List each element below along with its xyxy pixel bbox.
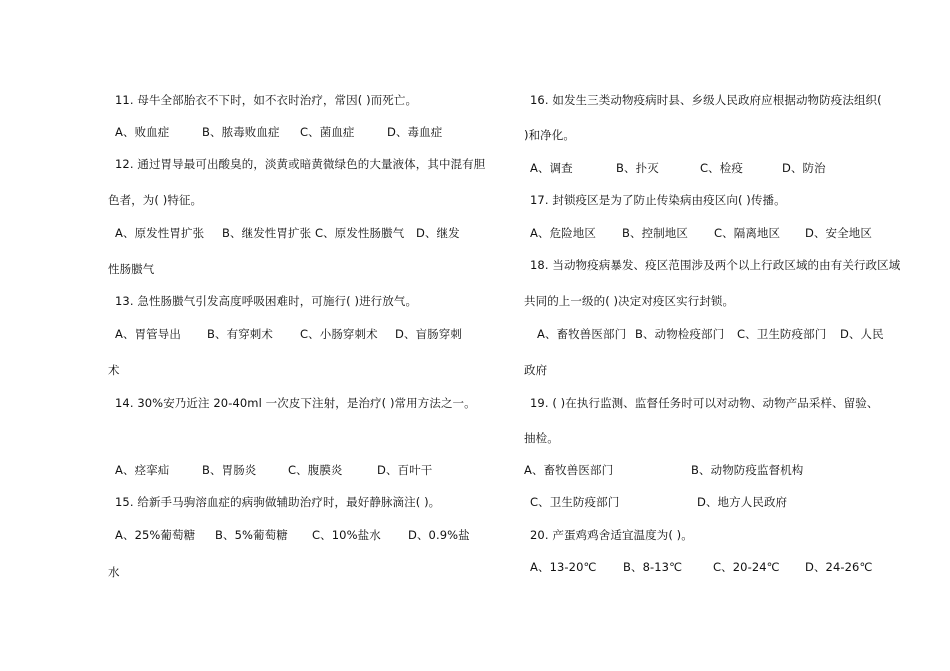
- q17-option-a: A、危险地区: [530, 226, 596, 240]
- q19-option-a: A、畜牧兽医部门: [524, 463, 614, 477]
- q19-stem-line2: 抽检。: [524, 431, 559, 445]
- q16-stem-line2: )和净化。: [524, 128, 575, 142]
- q18-stem-line1: 18. 当动物疫病暴发、疫区范围涉及两个以上行政区域的由有关行政区域: [530, 258, 901, 272]
- q17-option-b: B、控制地区: [622, 226, 688, 240]
- q13-option-d-continued: 术: [108, 363, 120, 377]
- q17-stem: 17. 封锁疫区是为了防止传染病由疫区向( )传播。: [530, 193, 786, 207]
- q15-option-d: D、0.9%盐: [408, 528, 470, 542]
- q12-stem-line2: 色者，为( )特征。: [108, 193, 203, 207]
- q11-option-c: C、菌血症: [300, 125, 355, 139]
- q20-option-c: C、20-24℃: [713, 560, 780, 574]
- q14-option-a: A、痉挛疝: [115, 463, 170, 477]
- q18-option-b: B、动物检疫部门: [635, 327, 725, 341]
- q20-option-d: D、24-26℃: [805, 560, 873, 574]
- q14-stem: 14. 30%安乃近注 20-40ml 一次皮下注射，是治疗( )常用方法之一。: [115, 396, 476, 410]
- q13-option-b: B、有穿刺术: [207, 327, 273, 341]
- q16-option-d: D、防治: [782, 161, 826, 175]
- q15-stem: 15. 给新手马驹溶血症的病驹做辅助治疗时，最好静脉滴注( )。: [115, 495, 441, 509]
- q12-stem-line1: 12. 通过胃导最可出酸臭的，淡黄或暗黄微绿色的大量液体，其中混有胆: [115, 157, 486, 171]
- q17-option-c: C、隔离地区: [714, 226, 781, 240]
- q16-option-c: C、检疫: [700, 161, 743, 175]
- q18-option-d: D、人民: [840, 327, 884, 341]
- q11-stem: 11. 母牛全部胎衣不下时，如不衣时治疗，常因( )而死亡。: [115, 93, 418, 107]
- q18-option-d-continued: 政府: [524, 363, 548, 377]
- q14-option-c: C、腹膜炎: [288, 463, 343, 477]
- q20-option-b: B、8-13℃: [623, 560, 683, 574]
- q19-stem-line1: 19. ( )在执行监测、监督任务时可以对动物、动物产品采样、留验、: [530, 396, 879, 410]
- q11-option-d: D、毒血症: [387, 125, 443, 139]
- q16-option-a: A、调查: [530, 161, 573, 175]
- q16-option-b: B、扑灭: [616, 161, 659, 175]
- q13-option-c: C、小肠穿刺术: [300, 327, 378, 341]
- q12-option-b: B、继发性胃扩张: [222, 226, 312, 240]
- q19-option-b: B、动物防疫监督机构: [691, 463, 804, 477]
- q15-option-a: A、25%葡萄糖: [115, 528, 196, 542]
- q11-option-b: B、脓毒败血症: [202, 125, 280, 139]
- q12-option-a: A、原发性胃扩张: [115, 226, 205, 240]
- q18-option-a: A、畜牧兽医部门: [537, 327, 627, 341]
- q18-option-c: C、卫生防疫部门: [737, 327, 827, 341]
- q12-option-d: D、继发: [416, 226, 460, 240]
- q20-stem: 20. 产蛋鸡鸡舍适宜温度为( )。: [530, 528, 693, 542]
- q13-option-a: A、胃管导出: [115, 327, 181, 341]
- q14-option-b: B、胃肠炎: [202, 463, 257, 477]
- q11-option-a: A、败血症: [115, 125, 170, 139]
- q19-option-d: D、地方人民政府: [697, 495, 788, 509]
- q12-option-c: C、原发性肠臌气: [315, 226, 405, 240]
- q13-stem: 13. 急性肠臌气引发高度呼吸困难时，可施行( )进行放气。: [115, 294, 418, 308]
- q14-option-d: D、百叶干: [377, 463, 433, 477]
- q15-option-d-continued: 水: [108, 565, 120, 579]
- q20-option-a: A、13-20℃: [530, 560, 597, 574]
- q16-stem-line1: 16. 如发生三类动物疫病时县、乡级人民政府应根据动物防疫法组织(: [530, 93, 882, 107]
- q17-option-d: D、安全地区: [805, 226, 872, 240]
- q15-option-b: B、5%葡萄糖: [215, 528, 288, 542]
- q19-option-c: C、卫生防疫部门: [530, 495, 620, 509]
- q18-stem-line2: 共同的上一级的( )决定对疫区实行封锁。: [524, 294, 735, 308]
- q12-option-d-continued: 性肠臌气: [108, 262, 155, 276]
- q13-option-d: D、盲肠穿刺: [395, 327, 462, 341]
- q15-option-c: C、10%盐水: [312, 528, 381, 542]
